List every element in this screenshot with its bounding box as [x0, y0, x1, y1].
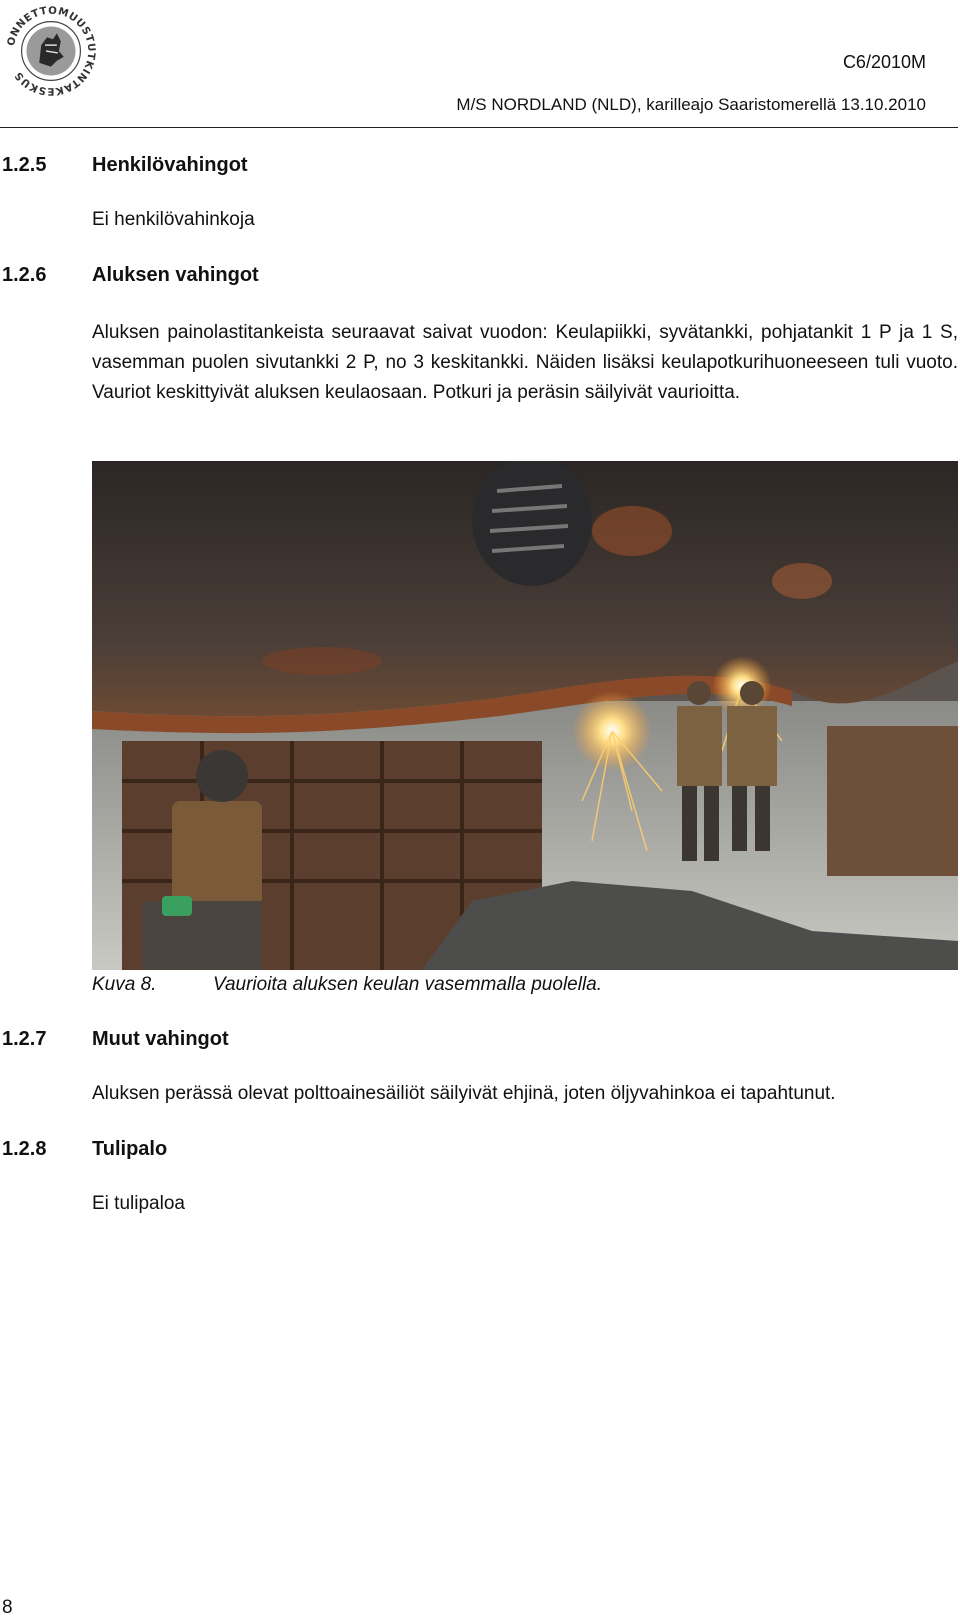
section-number: 1.2.7 [2, 1028, 47, 1050]
section-text: Ei tulipaloa [92, 1193, 185, 1214]
agency-logo-icon [2, 2, 100, 100]
section-number: 1.2.5 [2, 154, 47, 176]
figure-caption [92, 974, 602, 996]
svg-text:ONNETTOMUUSTUTKINTAKESKUS: ONNETTOMUUSTUTKINTAKESKUS [5, 4, 98, 98]
section-text: Aluksen perässä olevat polttoainesäiliöt säilyivät ehjinä, joten öljyvahinkoa ei tapahtunut. [92, 1083, 836, 1104]
section-number: 1.2.6 [2, 264, 47, 286]
section-text: Ei henkilövahinkoja [92, 209, 255, 230]
report-code: C6/2010M [842, 52, 926, 72]
section-paragraph: Aluksen painolastitankeista seuraavat saivat vuodon: Keulapiikki, syvätankki, pohjatankit 1 P ja 1 S, vasemman puolen sivutankki 2 P, no 3 keskitankki. Näiden lisäksi keulapotkurihuoneeseen tuli vuoto. Vauriot keskittyivät aluksen keulaosaan. Potkuri ja peräsin säilyivät vaurioitta. [92, 322, 958, 403]
figure-caption-text: Vaurioita aluksen keulan vasemmalla puolella. [213, 974, 603, 995]
header-divider [0, 127, 958, 128]
section-title: Muut vahingot [92, 1028, 229, 1050]
section-title: Tulipalo [92, 1138, 168, 1160]
damage-photo-illustration [92, 461, 958, 970]
section-title: Aluksen vahingot [92, 264, 259, 286]
section-number: 1.2.8 [2, 1138, 47, 1160]
damage-photo [92, 461, 958, 970]
figure-label: Kuva 8. [92, 974, 157, 995]
page-number: 8 [2, 1597, 13, 1618]
report-title: M/S NORDLAND (NLD), karilleajo Saaristomerellä 13.10.2010 [456, 95, 926, 114]
section-title: Henkilövahingot [92, 154, 248, 176]
